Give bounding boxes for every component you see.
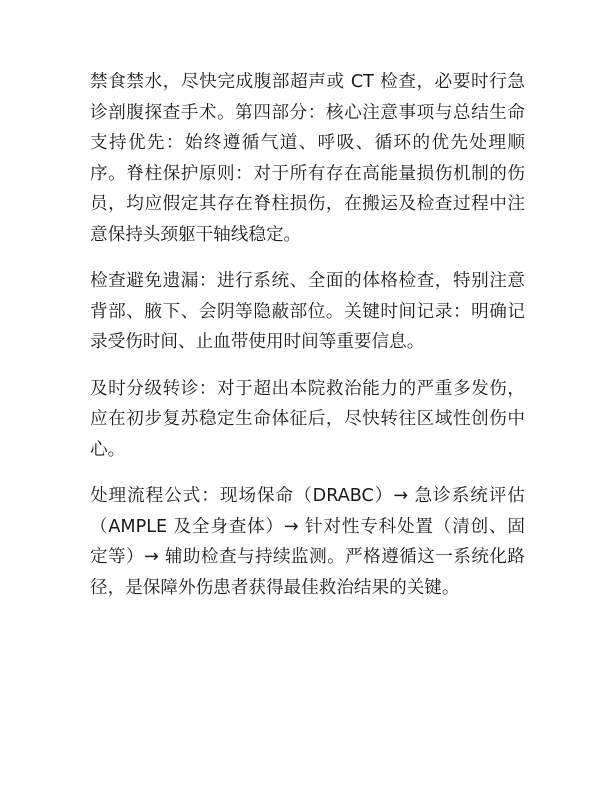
paragraph-3: 及时分级转诊：对于超出本院救治能力的严重多发伤，应在初步复苏稳定生命体征后，尽快转往区域性创伤中心。 xyxy=(90,378,525,460)
paragraph-4: 处理流程公式：现场保命（DRABC）→ 急诊系统评估（AMPLE 及全身查体）→ 针对性专科处置（清创、固定等）→ 辅助检查与持续监测。严格遵循这一系统化路径，是保障外伤患者获得最佳救治结果的关键。 xyxy=(90,486,525,598)
paragraph-1: 禁食禁水，尽快完成腹部超声或 CT 检查，必要时行急诊剖腹探查手术。第四部分：核心注意事项与总结生命支持优先：始终遵循气道、呼吸、循环的优先处理顺序。脊柱保护原则：对于所有存在高能量损伤机制的伤员，均应假定其存在脊柱损伤，在搬运及检查过程中注意保持头颈躯干轴线稳定。 xyxy=(90,72,525,245)
paragraph-2: 检查避免遗漏：进行系统、全面的体格检查，特别注意背部、腋下、会阴等隐蔽部位。关键时间记录：明确记录受伤时间、止血带使用时间等重要信息。 xyxy=(90,271,525,352)
document-body xyxy=(90,67,525,619)
